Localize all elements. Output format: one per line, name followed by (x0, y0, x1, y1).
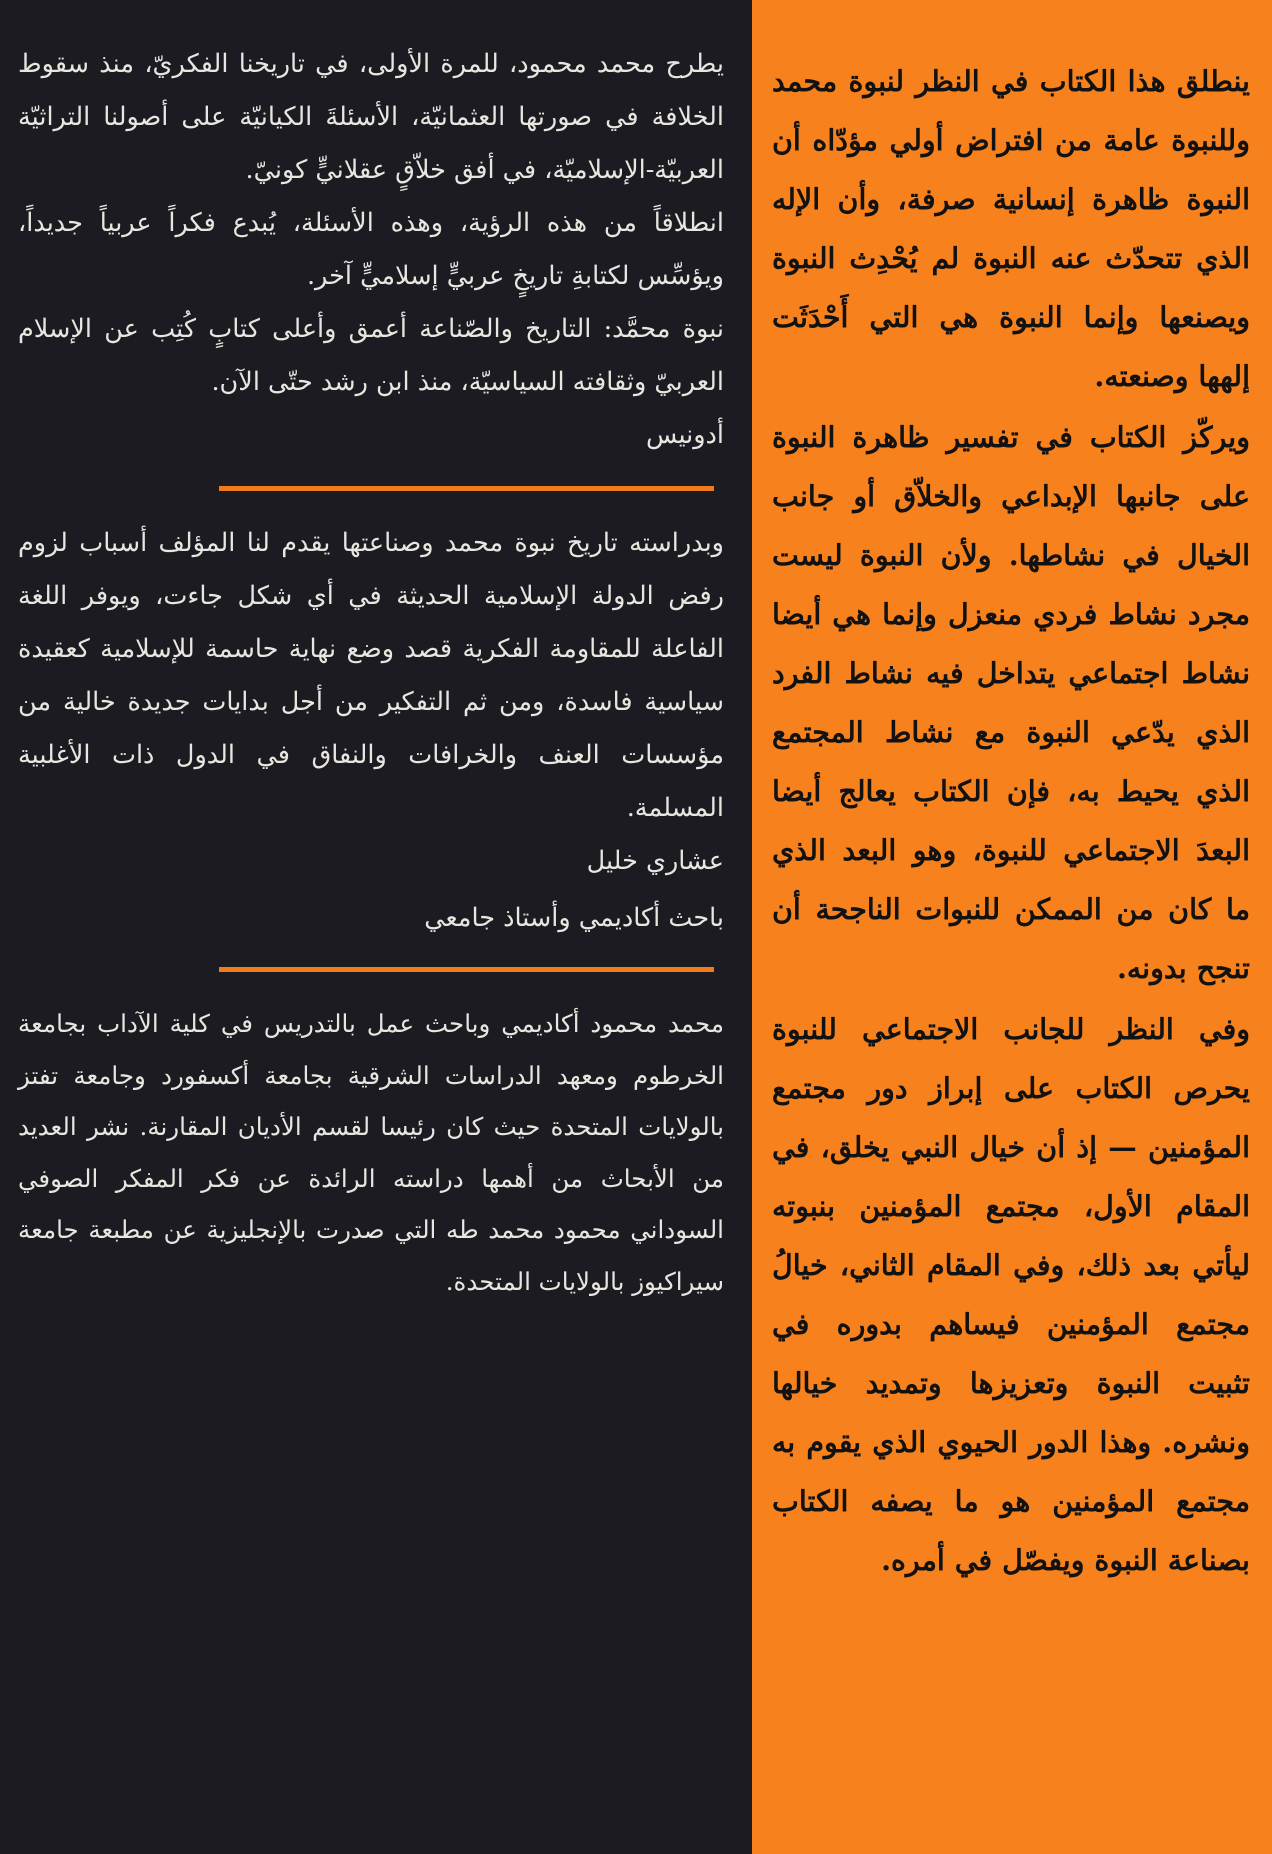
book-summary-paragraph: ينطلق هذا الكتاب في النظر لنبوة محمد وللنبوة عامة من افتراض أولي مؤدّاه أن النبوة ظاهرة إنسانية صرفة، وأن الإله الذي تتحدّث عنه النبوة لم يُحْدِث النبوة ويصنعها وإنما النبوة هي التي أَحْدَثَت إلهها وصنعته. (772, 64, 1250, 393)
endorsement-paragraph: انطلاقاً من هذه الرؤية، وهذه الأسئلة، يُبدع فكراً عربياً جديداً، ويؤسِّس لكتابةِ تاريخٍ عربيٍّ إسلاميٍّ آخر. (18, 208, 724, 291)
author-bio-paragraph: محمد محمود أكاديمي وباحث عمل بالتدريس في كلية الآداب بجامعة الخرطوم ومعهد الدراسات الشرقية بجامعة أكسفورد وجامعة تفتز بالولايات المتحدة حيث كان رئيسا لقسم الأديان المقارنة. نشر العديد من الأبحاث من أهمها دراسته الرائدة عن فكر المفكر الصوفي السوداني محمود محمد طه التي صدرت بالإنجليزية عن مطبعة جامعة سيراكيوز بالولايات المتحدة. (18, 1009, 724, 1296)
endorsement-signature-name: عشاري خليل (586, 846, 724, 876)
book-summary-paragraph: وفي النظر للجانب الاجتماعي للنبوة يحرص الكتاب على إبراز دور مجتمع المؤمنين — إذ أن خيال النبي يخلق، في المقام الأول، مجتمع المؤمنين بنبوته ليأتي بعد ذلك، وفي المقام الثاني، خيالُ مجتمع المؤمنين فيساهم بدوره في تثبيت النبوة وتعزيزها وتمديد خيالها ونشره. وهذا الدور الحيوي الذي يقوم به مجتمع المؤمنين هو ما يصفه الكتاب بصناعة النبوة ويفصّل في أمره. (772, 1012, 1250, 1577)
endorsement-paragraph: وبدراسته تاريخ نبوة محمد وصناعتها يقدم لنا المؤلف أسباب لزوم رفض الدولة الإسلامية الحديثة في أي شكل جاءت، ويوفر اللغة الفاعلة للمقاومة الفكرية قصد وضع نهاية حاسمة للإسلامية كعقيدة سياسية فاسدة، ومن ثم التفكير من أجل بدايات جديدة خالية من مؤسسات العنف والخرافات والنفاق في الدول ذات الأغلبية المسلمة. (18, 528, 724, 823)
orange-divider (219, 486, 714, 491)
orange-divider (219, 967, 714, 972)
right-orange-panel (752, 0, 1272, 1854)
endorsement-signature: أدونيس (645, 420, 724, 450)
ushari-endorsement (18, 517, 724, 945)
adonis-endorsement (18, 38, 724, 462)
book-summary-paragraph: ويركّز الكتاب في تفسير ظاهرة النبوة على جانبها الإبداعي والخلاّق أو جانب الخيال في نشاطها. ولأن النبوة ليست مجرد نشاط فردي منعزل وإنما هي أيضا نشاط اجتماعي يتداخل فيه نشاط الفرد الذي يدّعي النبوة مع نشاط المجتمع الذي يحيط به، فإن الكتاب يعالج أيضا البعدَ الاجتماعي للنبوة، وهو البعد الذي ما كان من الممكن للنبوات الناجحة أن تنجح بدونه. (772, 420, 1250, 985)
author-bio (18, 998, 724, 1307)
endorsement-paragraph: نبوة محمَّد: التاريخ والصّناعة أعمق وأعلى كتابٍ كُتِب عن الإسلام العربيّ وثقافته السياسيّة، منذ ابن رشد حتّى الآن. (18, 314, 724, 397)
endorsement-paragraph: يطرح محمد محمود، للمرة الأولى، في تاريخنا الفكريّ، منذ سقوط الخلافة في صورتها العثمانيّة، الأسئلةَ الكيانيّة على أصولنا التراثيّة العربيّة-الإسلاميّة، في أفق خلاّقٍ عقلانيٍّ كونيّ. (18, 49, 724, 185)
endorsement-signature-title: باحث أكاديمي وأستاذ جامعي (424, 903, 724, 933)
